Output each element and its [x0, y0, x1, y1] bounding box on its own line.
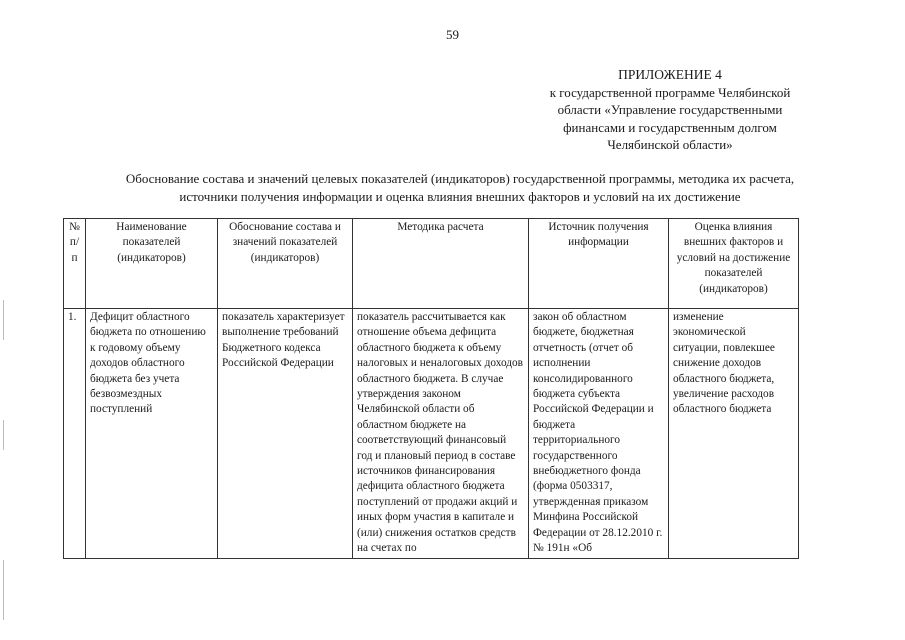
header-rationale: Обоснование состава и значений показателей (индикаторов)	[218, 219, 353, 309]
page-number: 59	[446, 27, 459, 42]
scan-margin-mark	[3, 300, 4, 340]
cell-number: 1.	[64, 309, 86, 559]
appendix-title: ПРИЛОЖЕНИЕ 4	[618, 67, 722, 82]
header-indicator-name: Наименование показателей (индикаторов)	[86, 219, 218, 309]
appendix-line: Челябинской области»	[607, 137, 733, 152]
header-source: Источник получения информации	[529, 219, 669, 309]
scan-margin-mark	[3, 560, 4, 620]
scan-margin-mark	[3, 420, 4, 450]
table-row	[64, 309, 799, 559]
header-assessment: Оценка влияния внешних факторов и условий на достижение показателей (индикаторов)	[669, 219, 799, 309]
appendix-block	[515, 66, 825, 154]
indicators-table	[63, 218, 799, 559]
cell-rationale: показатель характеризует выполнение требований Бюджетного кодекса Российской Федерации	[218, 309, 353, 559]
header-number: № п/п	[64, 219, 86, 309]
cell-indicator-name: Дефицит областного бюджета по отношению к годовому объему доходов областного бюджета без учета безвозмездных поступлений	[86, 309, 218, 559]
heading-line: источники получения информации и оценка влияния внешних факторов и условий на их достижение	[179, 189, 741, 204]
cell-assessment: изменение экономической ситуации, повлекшее снижение доходов областного бюджета, увеличение расходов областного бюджета	[669, 309, 799, 559]
header-method: Методика расчета	[353, 219, 529, 309]
appendix-line: к государственной программе Челябинской	[549, 84, 791, 100]
cell-method: показатель рассчитывается как отношение объема дефицита областного бюджета к объему налоговых и неналоговых доходов областного бюджета. В случае утверждения законом Челябинской области об областном бюджете на соответствующий финансовый год и плановый период в составе источников финансирования дефицита областного бюджета поступлений от продажи акций и иных форм участия в капитале и (или) снижения остатков средств на счетах по	[353, 309, 529, 559]
table-header-row	[64, 219, 799, 309]
cell-source: закон об областном бюджете, бюджетная отчетность (отчет об исполнении консолидированного бюджета субъекта Российской Федерации и бюджета территориального государственного внебюджетного фонда (форма 0503317, утвержденная приказом Минфина Российской Федерации от 28.12.2010 г. № 191н «Об	[529, 309, 669, 559]
appendix-line: финансами и государственным долгом	[563, 119, 777, 135]
document-heading	[50, 170, 870, 206]
appendix-line: области «Управление государственными	[557, 102, 783, 117]
heading-line: Обоснование состава и значений целевых показателей (индикаторов) государственной программы, методика их расчета,	[125, 171, 795, 186]
